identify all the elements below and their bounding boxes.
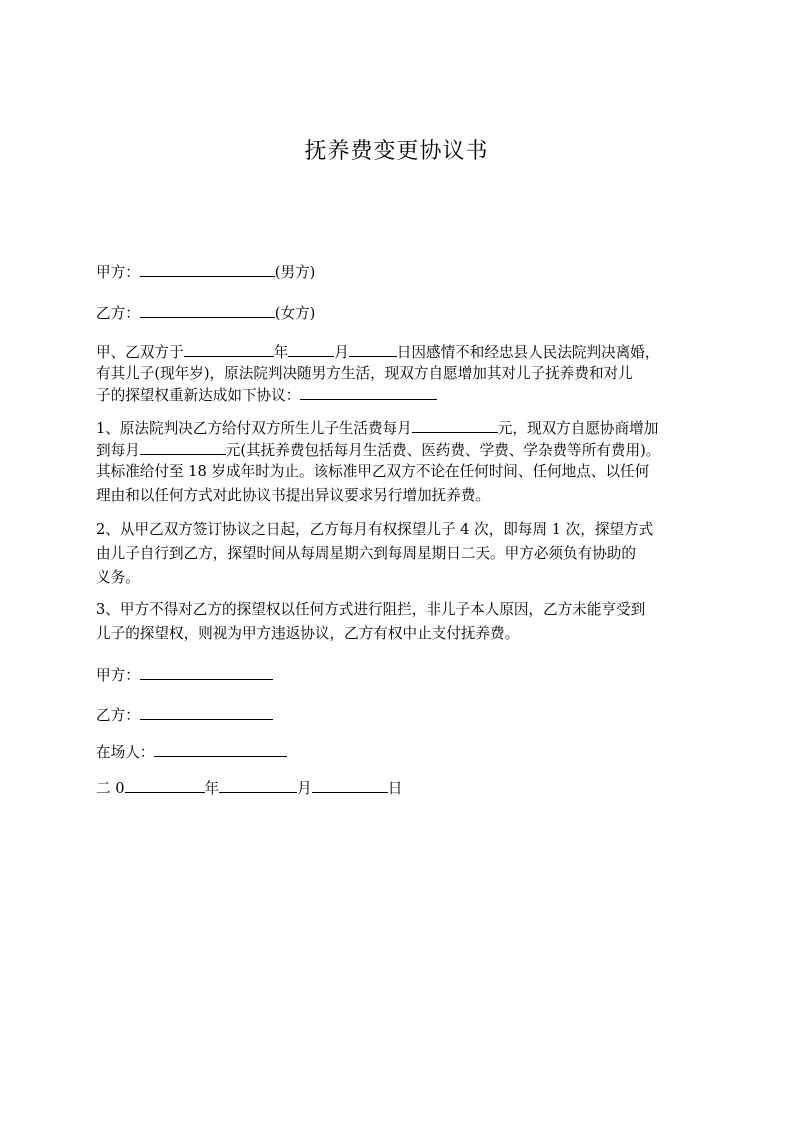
intro-line-3 (96, 384, 710, 406)
clause-1-line-4: 理由和以任何方式对此协议书提出异议要求另行增加抚养费。 (96, 487, 491, 504)
party-b-note: (女方) (274, 305, 316, 322)
intro-day-blank[interactable] (349, 341, 397, 357)
intro-line-2: 有其儿子(现年岁)，原法院判决随男方生活，现双方自愿增加其对儿子抚养费和对儿 (96, 365, 633, 382)
clause-3-line-1: 3、甲方不得对乙方的探望权以任何方式进行阻拦，非儿子本人原因，乙方未能亨受到 (96, 601, 646, 618)
intro-text: 子的探望权重新达成如下协议： (96, 387, 301, 404)
sign-date-prefix: 二 0 (96, 780, 125, 797)
party-a-label: 甲方： (96, 264, 140, 281)
intro-month-blank[interactable] (288, 341, 334, 357)
clause-2-line-2: 由儿子自行到乙方，探望时间从每周星期六到每周星期日二天。甲方必须负有协助的 (96, 545, 636, 562)
clause-1-text: 1、原法院判决乙方给付双方所生儿子生活费每月 (96, 420, 412, 437)
party-b-line (96, 302, 710, 324)
intro-end-blank[interactable] (300, 384, 437, 400)
sign-witness-label: 在场人： (96, 744, 155, 761)
party-a-blank[interactable] (140, 261, 275, 277)
party-b-blank[interactable] (140, 302, 275, 318)
intro-text: 日因感情不和经忠县人民法院判决离婚， (396, 344, 660, 361)
clause-1-text: 到每月 (96, 442, 140, 459)
intro-month-label: 月 (334, 344, 349, 361)
sign-date-year-label: 年 (204, 780, 220, 797)
clause-3 (96, 598, 710, 646)
party-a-note: (男方) (274, 264, 316, 281)
clause-1 (96, 417, 710, 506)
sign-date-day-label: 日 (387, 780, 403, 797)
clause-1-new-amount-blank[interactable] (140, 439, 226, 455)
clause-2-line-3: 义务。 (96, 569, 140, 586)
intro-date-blank[interactable] (184, 341, 274, 357)
sign-party-a-blank[interactable] (140, 664, 273, 680)
intro-year-label: 年 (273, 344, 289, 361)
clause-1-text: 元，现双方自愿协商增加 (497, 420, 659, 437)
intro-paragraph (96, 341, 710, 406)
sign-party-a-label: 甲方： (96, 667, 140, 684)
party-b-label: 乙方： (96, 305, 140, 322)
sign-date-month-label: 月 (297, 780, 312, 797)
clause-1-amount-blank[interactable] (412, 417, 498, 433)
document-title: 抚养费变更协议书 (304, 139, 489, 164)
sign-date-day-blank[interactable] (312, 777, 388, 793)
sign-party-b-blank[interactable] (140, 704, 273, 720)
sign-date-year-blank[interactable] (125, 777, 205, 793)
clause-3-line-2: 儿子的探望权，则视为甲方违返协议，乙方有权中止支付抚养费。 (96, 625, 520, 642)
clause-1-line-2 (96, 439, 710, 461)
clause-1-text: 元(其抚养费包括每月生活费、医药费、学费、学杂费等所有费用)。 (225, 442, 661, 459)
party-a-line (96, 261, 710, 283)
sign-date (96, 777, 710, 799)
sign-witness-blank[interactable] (154, 741, 287, 757)
sign-witness (96, 741, 710, 763)
intro-text: 甲、乙双方于 (96, 344, 184, 361)
sign-date-month-blank[interactable] (219, 777, 297, 793)
sign-party-b (96, 704, 710, 726)
clause-2 (96, 518, 710, 590)
intro-line-1 (96, 341, 710, 363)
clause-1-line-3: 其标准给付至 18 岁成年时为止。该标准甲乙双方不论在任何时间、任何地点、以任何 (96, 463, 650, 480)
clause-1-line-1 (96, 417, 710, 439)
sign-party-a (96, 664, 710, 686)
sign-party-b-label: 乙方： (96, 707, 140, 724)
clause-2-line-1: 2、从甲乙双方签订协议之日起，乙方每月有权探望儿子 4 次，即每周 1 次，探望方式 (96, 521, 654, 538)
